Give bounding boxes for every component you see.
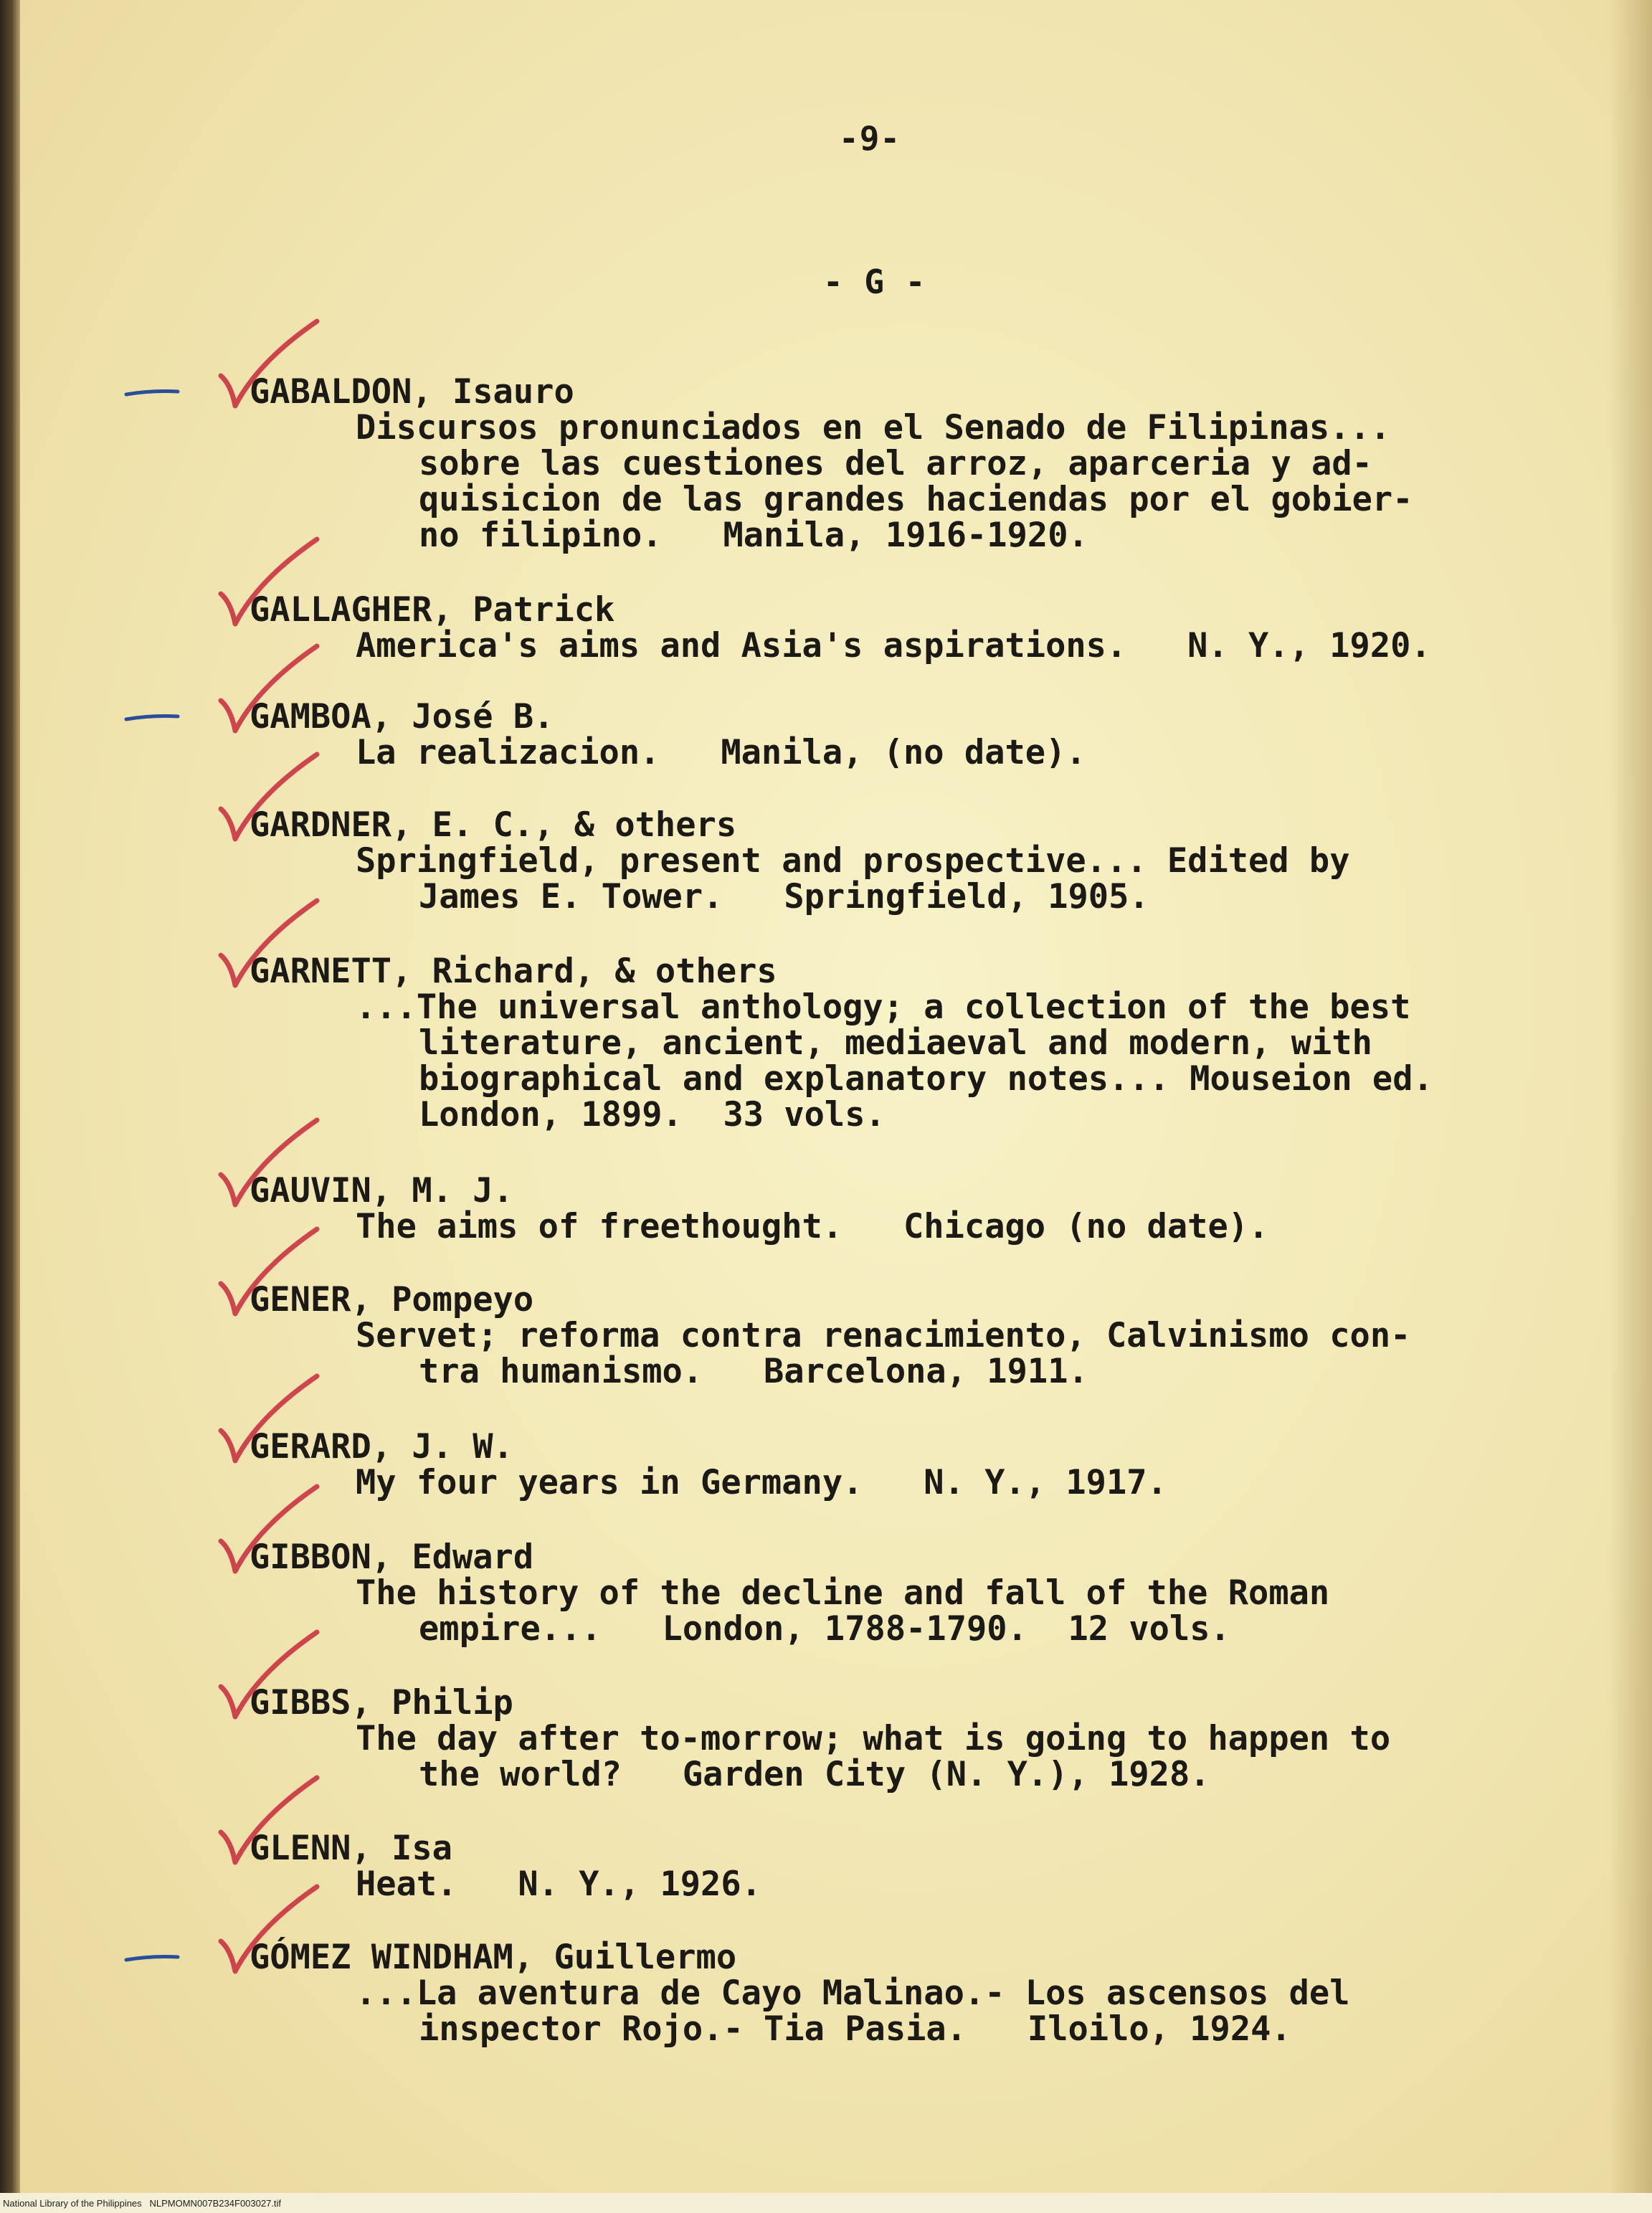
- entry-author: GARDNER, E. C., & others: [250, 805, 737, 845]
- page-number: -9-: [839, 119, 901, 158]
- red-checkmark-icon: [215, 1373, 323, 1466]
- entry-title-line: ...La aventura de Cayo Malinao.- Los ascensos del: [356, 1973, 1350, 2013]
- entry-title-line: Springfield, present and prospective... Edited by: [356, 841, 1350, 881]
- entry-title-line: My four years in Germany. N. Y., 1917.: [356, 1463, 1167, 1502]
- entry-continuation-line: quisicion de las grandes haciendas por el gobier-: [419, 480, 1413, 519]
- entry-author: GERARD, J. W.: [250, 1427, 513, 1466]
- blue-dash-mark-icon: [123, 1953, 181, 1964]
- footer-strip: [0, 2193, 1652, 2213]
- blue-dash-mark-icon: [123, 712, 181, 724]
- red-checkmark-icon: [215, 536, 323, 630]
- book-binding: [0, 0, 20, 2213]
- entry-author: GLENN, Isa: [250, 1829, 452, 1868]
- red-checkmark-icon: [215, 1884, 323, 1977]
- entry-author: GARNETT, Richard, & others: [250, 952, 777, 991]
- entry-author: GENER, Pompeyo: [250, 1280, 534, 1319]
- entry-author: GIBBON, Edward: [250, 1537, 534, 1577]
- entry-continuation-line: inspector Rojo.- Tia Pasia. Iloilo, 1924.: [419, 2009, 1291, 2049]
- entry-title-line: ...The universal anthology; a collection of the best: [356, 987, 1411, 1027]
- entry-title-line: America's aims and Asia's aspirations. N. Y., 1920.: [356, 626, 1431, 665]
- entry-continuation-line: biographical and explanatory notes... Mouseion ed.: [419, 1059, 1433, 1099]
- red-checkmark-icon: [215, 752, 323, 845]
- entry-continuation-line: James E. Tower. Springfield, 1905.: [419, 877, 1149, 916]
- entry-title-line: Servet; reforma contra renacimiento, Calvinismo con-: [356, 1316, 1411, 1355]
- red-checkmark-icon: [215, 898, 323, 991]
- page-edge-shadow: [1609, 0, 1652, 2213]
- entry-author: GIBBS, Philip: [250, 1683, 513, 1722]
- red-checkmark-icon: [215, 1775, 323, 1868]
- red-checkmark-icon: [215, 1484, 323, 1577]
- red-checkmark-icon: [215, 1226, 323, 1319]
- entry-title-line: La realizacion. Manila, (no date).: [356, 733, 1086, 772]
- entry-author: GAUVIN, M. J.: [250, 1171, 513, 1210]
- entry-title-line: The history of the decline and fall of the Roman: [356, 1573, 1330, 1613]
- entry-title-line: The aims of freethought. Chicago (no date).: [356, 1207, 1269, 1246]
- entry-author: GÓMEZ WINDHAM, Guillermo: [250, 1938, 737, 1977]
- entry-title-line: Heat. N. Y., 1926.: [356, 1864, 761, 1904]
- red-checkmark-icon: [215, 643, 323, 736]
- entry-author: GAMBOA, José B.: [250, 697, 554, 736]
- entry-continuation-line: literature, ancient, mediaeval and modern, with: [419, 1023, 1372, 1063]
- entry-continuation-line: no filipino. Manila, 1916-1920.: [419, 516, 1088, 555]
- entry-continuation-line: London, 1899. 33 vols.: [419, 1095, 886, 1134]
- entry-continuation-line: empire... London, 1788-1790. 12 vols.: [419, 1609, 1230, 1649]
- blue-dash-mark-icon: [123, 387, 181, 399]
- red-checkmark-icon: [215, 318, 323, 412]
- entry-author: GALLAGHER, Patrick: [250, 590, 615, 630]
- footer-credit: National Library of the Philippines NLPMOMN007B234F003027.tif: [3, 2198, 282, 2209]
- entry-continuation-line: sobre las cuestiones del arroz, aparceria y ad-: [419, 444, 1372, 483]
- entry-continuation-line: tra humanismo. Barcelona, 1911.: [419, 1352, 1088, 1391]
- red-checkmark-icon: [215, 1629, 323, 1722]
- entry-title-line: Discursos pronunciados en el Senado de Filipinas...: [356, 408, 1391, 447]
- section-heading: - G -: [823, 262, 926, 301]
- entry-author: GABALDON, Isauro: [250, 372, 574, 412]
- entry-continuation-line: the world? Garden City (N. Y.), 1928.: [419, 1755, 1210, 1794]
- red-checkmark-icon: [215, 1117, 323, 1210]
- entry-title-line: The day after to-morrow; what is going to happen to: [356, 1719, 1391, 1758]
